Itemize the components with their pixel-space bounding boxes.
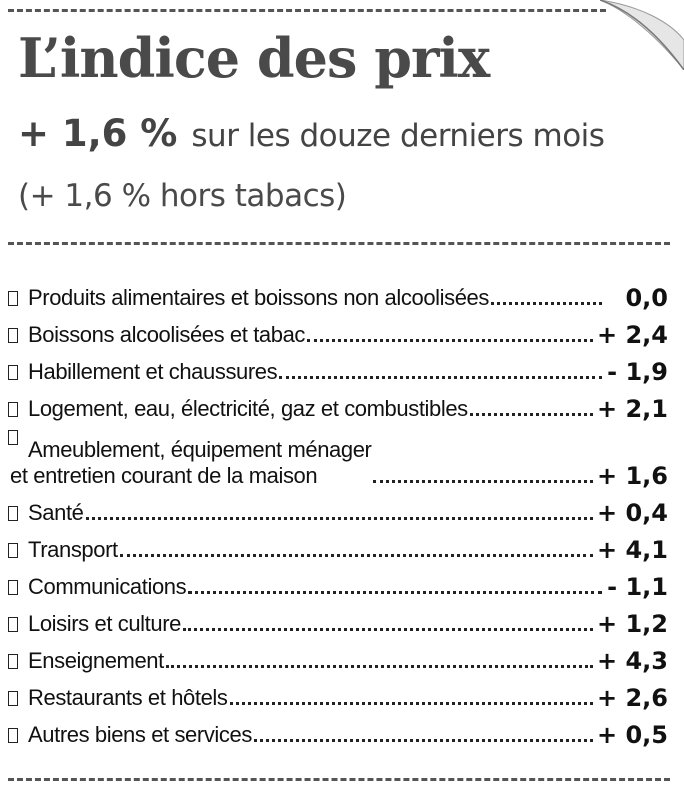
bullet-box-icon [8, 543, 18, 558]
bullet-box-icon [8, 654, 18, 669]
item-label-line2: et entretien courant de la maison [10, 463, 318, 488]
bullet-box-icon [8, 328, 18, 343]
item-label-multiline [10, 437, 372, 489]
category-list [8, 274, 668, 748]
item-value: + 0,5 [597, 721, 668, 749]
bullet-box-icon [8, 506, 18, 521]
list-item [8, 385, 668, 422]
item-value: - 1,9 [607, 358, 668, 386]
item-value: + 2,6 [597, 684, 668, 712]
bullet-box-icon [8, 365, 18, 380]
list-item [8, 422, 668, 489]
item-label: Loisirs et culture [28, 611, 181, 636]
headline [18, 112, 604, 155]
item-label: Logement, eau, électricité, gaz et combustibles [28, 396, 468, 421]
dot-leader [307, 339, 593, 342]
dot-leader [120, 554, 593, 557]
item-value: + 1,6 [597, 462, 668, 490]
bullet-box-icon [8, 728, 18, 743]
dot-leader [373, 480, 593, 483]
bottom-dashed-divider [8, 778, 670, 781]
top-dashed-divider [8, 9, 606, 12]
item-label: Communications [28, 574, 187, 599]
middle-dashed-divider [8, 242, 670, 245]
list-item [8, 311, 668, 348]
item-value: - 1,1 [607, 573, 668, 601]
bullet-box-icon [8, 580, 18, 595]
item-label: Santé [28, 500, 84, 525]
item-label: Restaurants et hôtels [28, 685, 228, 710]
item-value: + 2,4 [597, 321, 668, 349]
list-item [8, 600, 668, 637]
item-value: + 4,1 [597, 536, 668, 564]
dot-leader [188, 591, 602, 594]
list-item [8, 348, 668, 385]
headline-value: + 1,6 % [18, 112, 178, 155]
bullet-box-icon [8, 617, 18, 632]
list-item [8, 489, 668, 526]
subline: (+ 1,6 % hors tabacs) [18, 178, 347, 214]
dot-leader [86, 517, 594, 520]
dot-leader [491, 302, 602, 305]
dot-leader [470, 413, 593, 416]
list-item [8, 637, 668, 674]
item-label: Enseignement [28, 648, 164, 673]
item-label: Boissons alcoolisées et tabac [28, 322, 306, 347]
list-item [8, 674, 668, 711]
list-item [8, 563, 668, 600]
bullet-box-icon [8, 402, 18, 417]
item-label: Autres biens et services [28, 722, 252, 747]
bullet-box-icon [8, 691, 18, 706]
item-value: + 1,2 [597, 610, 668, 638]
dot-leader [254, 739, 593, 742]
list-item [8, 526, 668, 563]
item-value: + 0,4 [597, 499, 668, 527]
page-title: L’indice des prix [18, 26, 490, 90]
item-value: 0,0 [625, 284, 668, 312]
bullet-box-icon [8, 430, 18, 445]
list-item [8, 711, 668, 748]
dot-leader [166, 665, 593, 668]
bullet-box-icon [8, 291, 18, 306]
dot-leader [279, 376, 602, 379]
item-label: Habillement et chaussures [28, 359, 278, 384]
item-value: + 2,1 [597, 395, 668, 423]
item-value: + 4,3 [597, 647, 668, 675]
list-item [8, 274, 668, 311]
dot-leader [183, 628, 593, 631]
item-label: Produits alimentaires et boissons non alcoolisées [28, 285, 489, 310]
dot-leader [230, 702, 594, 705]
item-label: Transport [28, 537, 118, 562]
item-label: Ameublement, équipement ménager [28, 437, 372, 462]
headline-text: sur les douze derniers mois [191, 118, 605, 154]
page-curl-icon [600, 0, 684, 70]
